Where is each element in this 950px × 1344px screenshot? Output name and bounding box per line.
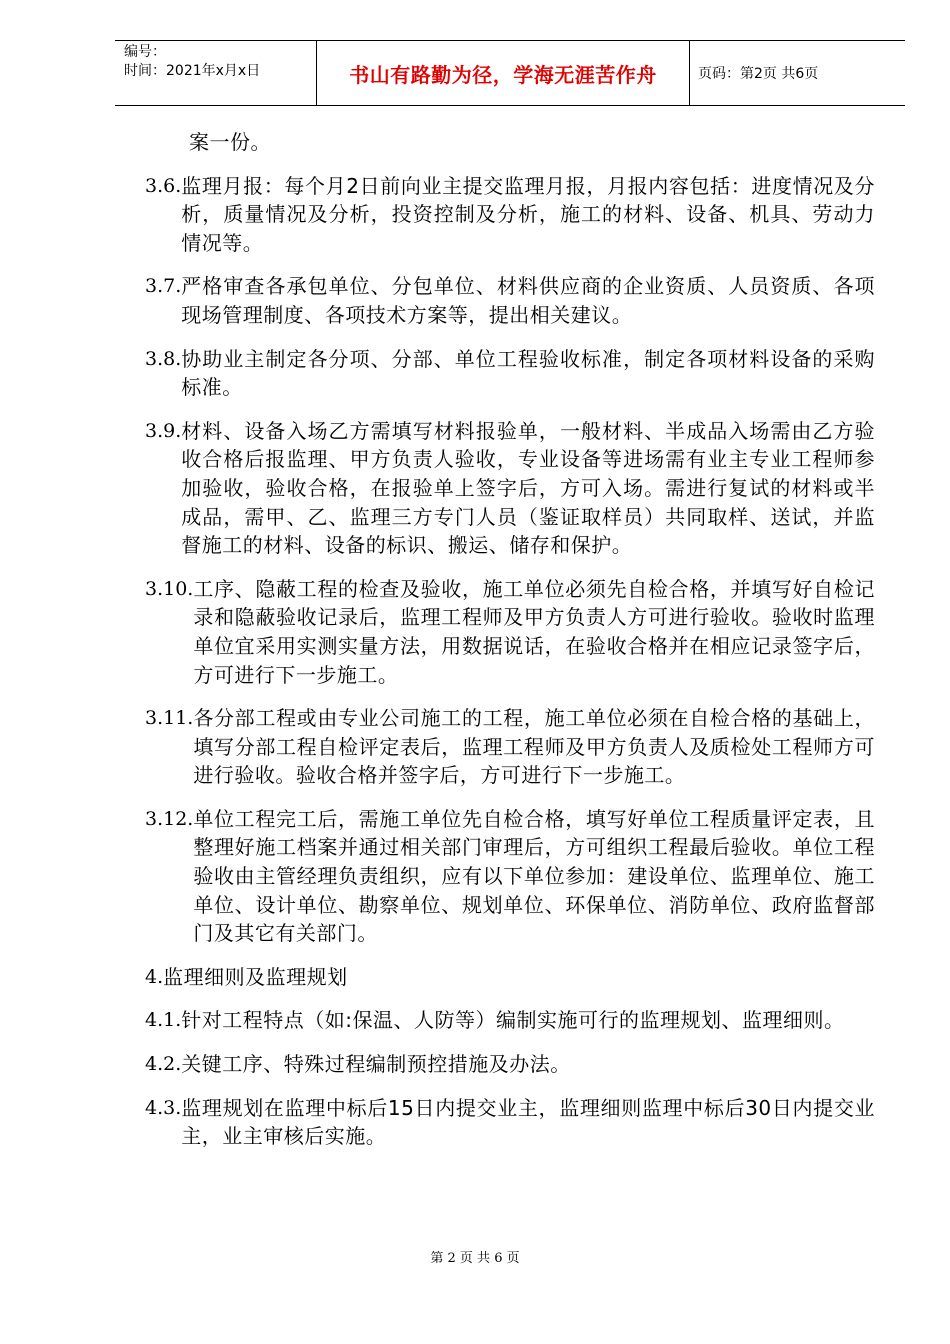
paragraph <box>145 272 875 329</box>
paragraph <box>145 1050 875 1079</box>
paragraph-text: 单位工程完工后，需施工单位先自检合格，填写好单位工程质量评定表，且整理好施工档案并通过相关部门审理后，方可组织工程最后验收。单位工程验收由主管经理负责组织，应有以下单位参加：建设单位、监理单位、施工单位、设计单位、勘察单位、规划单位、环保单位、消防单位、政府监督部门及其它有关部门。 <box>193 806 875 946</box>
page-footer: 第 2 页 共 6 页 <box>430 1251 520 1266</box>
paragraph <box>145 805 875 948</box>
paragraph <box>145 1094 875 1151</box>
paragraph-number: 4. <box>145 965 164 988</box>
paragraph-text: 协助业主制定各分项、分部、单位工程验收标准，制定各项材料设备的采购标准。 <box>181 346 875 400</box>
header-page-label: 页码：第2页 共6页 <box>698 66 819 82</box>
paragraph-number: 4.1. <box>145 1009 182 1032</box>
paragraph-number: 4.2. <box>145 1053 182 1076</box>
paragraph-number: 3.9. <box>145 419 182 442</box>
page-header <box>115 40 905 106</box>
paragraph-number: 3.12. <box>145 807 194 830</box>
paragraph-text: 监理规划在监理中标后15日内提交业主，监理细则监理中标后30日内提交业主，业主审核后实施。 <box>181 1095 875 1149</box>
paragraph-text: 案一份。 <box>189 130 271 154</box>
paragraph-text: 监理月报：每个月2日前向业主提交监理月报，月报内容包括：进度情况及分析，质量情况及分析，投资控制及分析，施工的材料、设备、机具、劳动力情况等。 <box>181 173 875 255</box>
section-heading <box>145 963 875 992</box>
paragraph-number: 3.10. <box>145 577 194 600</box>
header-meta <box>115 41 316 105</box>
header-motto: 书山有路勤为径，学海无涯苦作舟 <box>316 41 690 105</box>
paragraph <box>145 704 875 790</box>
paragraph-text: 各分部工程或由专业公司施工的工程，施工单位必须在自检合格的基础上，填写分部工程自检评定表后，监理工程师及甲方负责人及质检处工程师方可进行验收。验收合格并签字后，方可进行下一步施工。 <box>193 706 875 788</box>
paragraph <box>145 128 875 157</box>
paragraph-text: 材料、设备入场乙方需填写材料报验单，一般材料、半成品入场需由乙方验收合格后报监理、甲方负责人验收，专业设备等进场需有业主专业工程师参加验收，验收合格，在报验单上签字后，方可入场。需进行复试的材料或半成品，需甲、乙、监理三方专门人员（鉴证取样员）共同取样、送试，并监督施工的材料、设备的标识、搬运、储存和保护。 <box>181 418 875 558</box>
paragraph-number: 3.8. <box>145 347 182 370</box>
paragraph-text: 针对工程特点（如:保温、人防等）编制实施可行的监理规划、监理细则。 <box>181 1008 845 1033</box>
paragraph-number: 3.6. <box>145 174 182 197</box>
paragraph-number: 4.3. <box>145 1096 182 1119</box>
paragraph-number: 3.7. <box>145 275 182 298</box>
document-body <box>145 128 875 1166</box>
paragraph <box>145 575 875 689</box>
document-number-label: 编号： <box>124 44 166 60</box>
paragraph-text: 关键工序、特殊过程编制预控措施及办法。 <box>181 1052 571 1077</box>
paragraph-text: 工序、隐蔽工程的检查及验收，施工单位必须先自检合格，并填写好自检记录和隐蔽验收记录后，监理工程师及甲方负责人方可进行验收。验收时监理单位宜采用实测实量方法，用数据说话，在验收合格并在相应记录签字后，方可进行下一步施工。 <box>193 576 875 687</box>
paragraph-text: 监理细则及监理规划 <box>163 964 348 989</box>
paragraph <box>145 1006 875 1035</box>
paragraph <box>145 172 875 258</box>
paragraph <box>145 345 875 402</box>
paragraph <box>145 417 875 560</box>
paragraph-number: 3.11. <box>145 707 194 730</box>
document-time-label: 时间：2021年x月x日 <box>124 63 261 79</box>
paragraph-text: 严格审查各承包单位、分包单位、材料供应商的企业资质、人员资质、各项现场管理制度、各项技术方案等，提出相关建议。 <box>181 274 875 327</box>
